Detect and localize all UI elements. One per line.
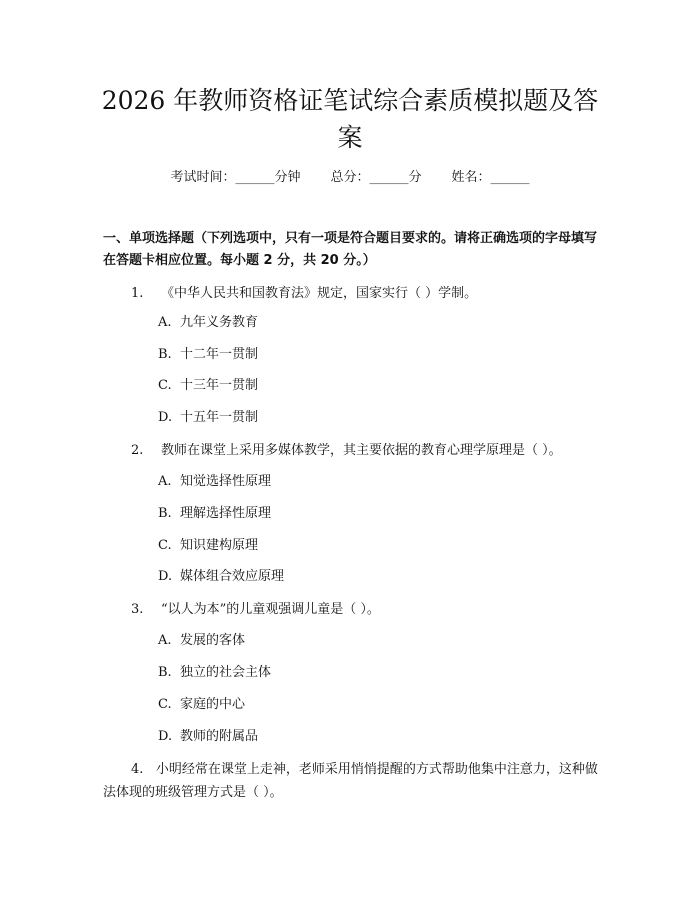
option-text: 理解选择性原理 [180, 506, 272, 521]
option-letter: B. [158, 506, 172, 521]
option-letter: D. [158, 729, 173, 744]
question-3-option-c [158, 695, 245, 715]
question-1-option-a [158, 313, 258, 333]
option-text: 媒体组合效应原理 [180, 569, 285, 584]
option-text: 九年义务教育 [180, 315, 259, 330]
question-2-option-d [158, 567, 284, 587]
exam-time-field: 考试时间：______分钟 [170, 170, 301, 185]
option-letter: B. [158, 347, 172, 362]
question-text: “以人为本”的儿童观强调儿童是（ ）。 [161, 602, 380, 617]
option-letter: C. [158, 697, 172, 712]
question-text: 《中华人民共和国教育法》规定，国家实行（ ）学制。 [161, 286, 478, 301]
option-text: 知识建构原理 [180, 538, 259, 553]
question-2 [103, 439, 603, 462]
question-number: 2. [131, 443, 144, 458]
question-1 [103, 282, 603, 305]
question-3-option-b [158, 663, 271, 683]
option-letter: A. [158, 474, 172, 489]
option-text: 家庭的中心 [180, 697, 246, 712]
option-text: 发展的客体 [180, 633, 246, 648]
option-text: 独立的社会主体 [180, 665, 272, 680]
question-3 [103, 598, 603, 621]
total-score-field: 总分：______分 [330, 170, 422, 185]
question-number: 4. [131, 762, 144, 777]
page-title: 2026 年教师资格证笔试综合素质模拟题及答案 [101, 86, 599, 152]
question-text: 小明经常在课堂上走神，老师采用悄悄提醒的方式帮助他集中注意力，这种做法体现的班级管理方式是（ ）。 [103, 762, 598, 800]
question-3-option-d [158, 727, 258, 747]
question-number: 3. [131, 602, 144, 617]
option-text: 十三年一贯制 [180, 378, 259, 393]
question-1-option-d [158, 408, 258, 428]
question-1-option-b [158, 345, 258, 365]
question-2-option-a [158, 472, 271, 492]
question-4 [103, 758, 603, 804]
question-1-option-c [158, 376, 258, 396]
question-text: 教师在课堂上采用多媒体教学，其主要依据的教育心理学原理是（ ）。 [161, 443, 562, 458]
option-text: 十二年一贯制 [180, 347, 259, 362]
option-text: 教师的附属品 [180, 729, 259, 744]
question-2-option-b [158, 504, 271, 524]
option-letter: A. [158, 633, 172, 648]
name-field: 姓名：______ [451, 170, 530, 185]
option-text: 十五年一贯制 [180, 410, 259, 425]
option-letter: C. [158, 538, 172, 553]
exam-info [0, 168, 700, 188]
option-letter: D. [158, 410, 173, 425]
option-letter: A. [158, 315, 172, 330]
question-number: 1. [131, 286, 144, 301]
section-header: 一、单项选择题（下列选项中，只有一项是符合题目要求的。请将正确选项的字母填写在答题卡相应位置。每小题 2 分，共 20 分。） [103, 231, 598, 268]
option-letter: B. [158, 665, 172, 680]
option-text: 知觉选择性原理 [180, 474, 272, 489]
question-3-option-a [158, 631, 245, 651]
question-2-option-c [158, 536, 258, 556]
option-letter: C. [158, 378, 172, 393]
option-letter: D. [158, 569, 173, 584]
